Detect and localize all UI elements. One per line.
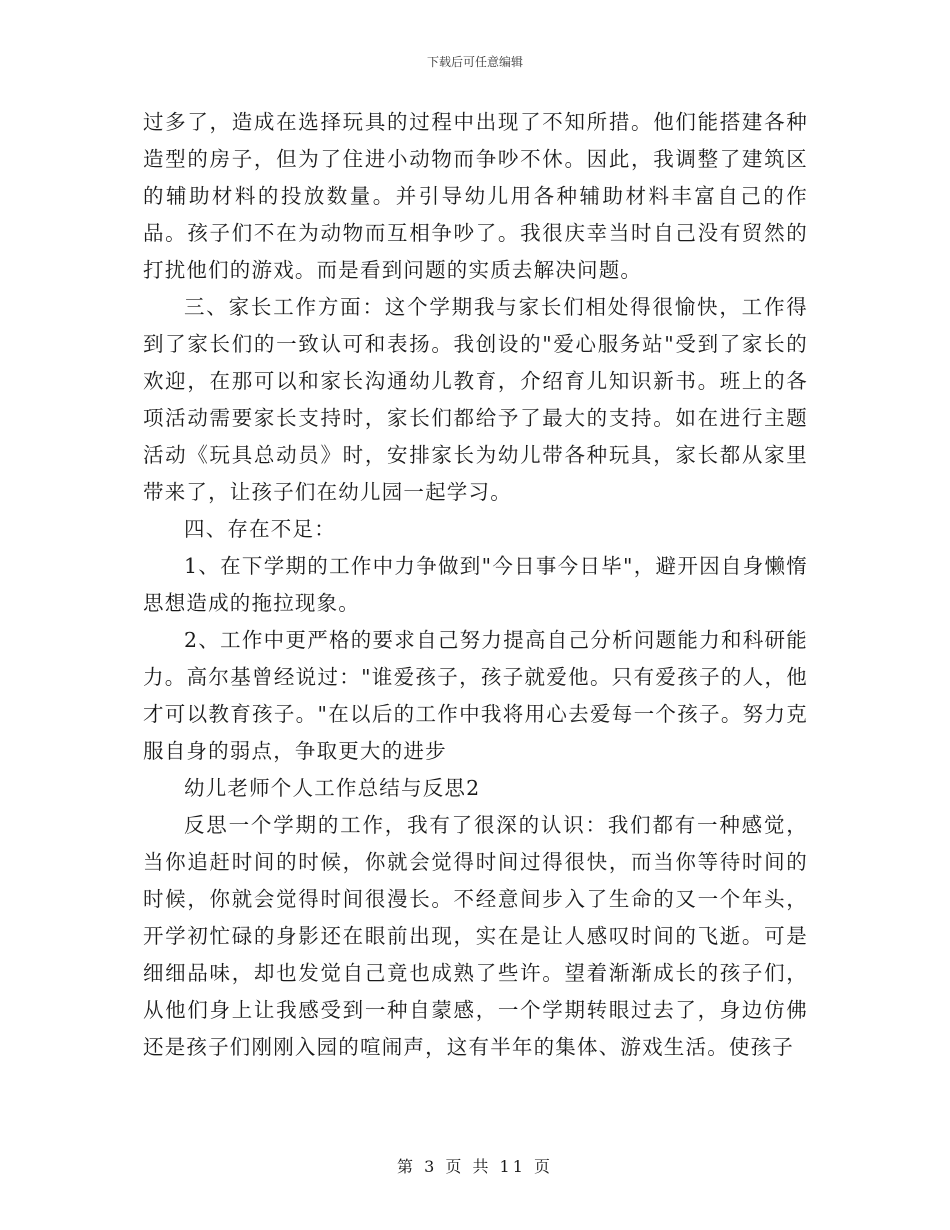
paragraph-shortcoming-1: 1、在下学期的工作中力争做到"今日事今日毕"，避开因自身懒惰思想造成的拖拉现象。 [143,554,808,615]
paragraph-shortcomings-heading: 四、存在不足： [184,517,336,541]
paragraph-parent-work: 三、家长工作方面：这个学期我与家长们相处得很愉快，工作得到了家长们的一致认可和表扬。我创设的"爱心服务站"受到了家长的欢迎，在那可以和家长沟通幼儿教育，介绍育儿知识新书。班上的各项活动需要家长支持时，家长们都给予了最大的支持。如在进行主题活动《玩具总动员》时，安排家长为幼儿带各种玩具，家长都从家里带来了，让孩子们在幼儿园一起学习。 [143,295,808,504]
page-number-footer: 第 3 页 共 11 页 [397,1157,553,1176]
paragraph-reflection: 反思一个学期的工作，我有了很深的认识：我们都有一种感觉，当你追赶时间的时候，你就会觉得时间过得很快，而当你等待时间的时候，你就会觉得时间很漫长。不经意间步入了生命的又一个年头，开学初忙碌的身影还在眼前出现，实在是让人感叹时间的飞逝。可是细细品味，却也发觉自己竟也成熟了些许。望着渐渐成长的孩子们，从他们身上让我感受到一种自蒙感，一个学期转眼过去了，身边仿佛还是孩子们刚刚入园的喧闹声，这有半年的集体、游戏生活。使孩子 [143,813,808,1059]
page-header: 下载后可任意编辑 [426,55,523,69]
document-body [143,104,808,1066]
section-title: 幼儿老师个人工作总结与反思2 [184,776,481,800]
paragraph-continuation: 过多了，造成在选择玩具的过程中出现了不知所措。他们能搭建各种造型的房子，但为了住进小动物而争吵不休。因此，我调整了建筑区的辅助材料的投放数量。并引导幼儿用各种辅助材料丰富自己的作品。孩子们不在为动物而互相争吵了。我很庆幸当时自己没有贸然的打扰他们的游戏。而是看到问题的实质去解决问题。 [143,110,808,282]
paragraph-shortcoming-2: 2、工作中更严格的要求自己努力提高自己分析问题能力和科研能力。高尔基曾经说过："谁爱孩子，孩子就爱他。只有爱孩子的人，他才可以教育孩子。"在以后的工作中我将用心去爱每一个孩子。努力克服自身的弱点，争取更大的进步 [143,628,808,763]
